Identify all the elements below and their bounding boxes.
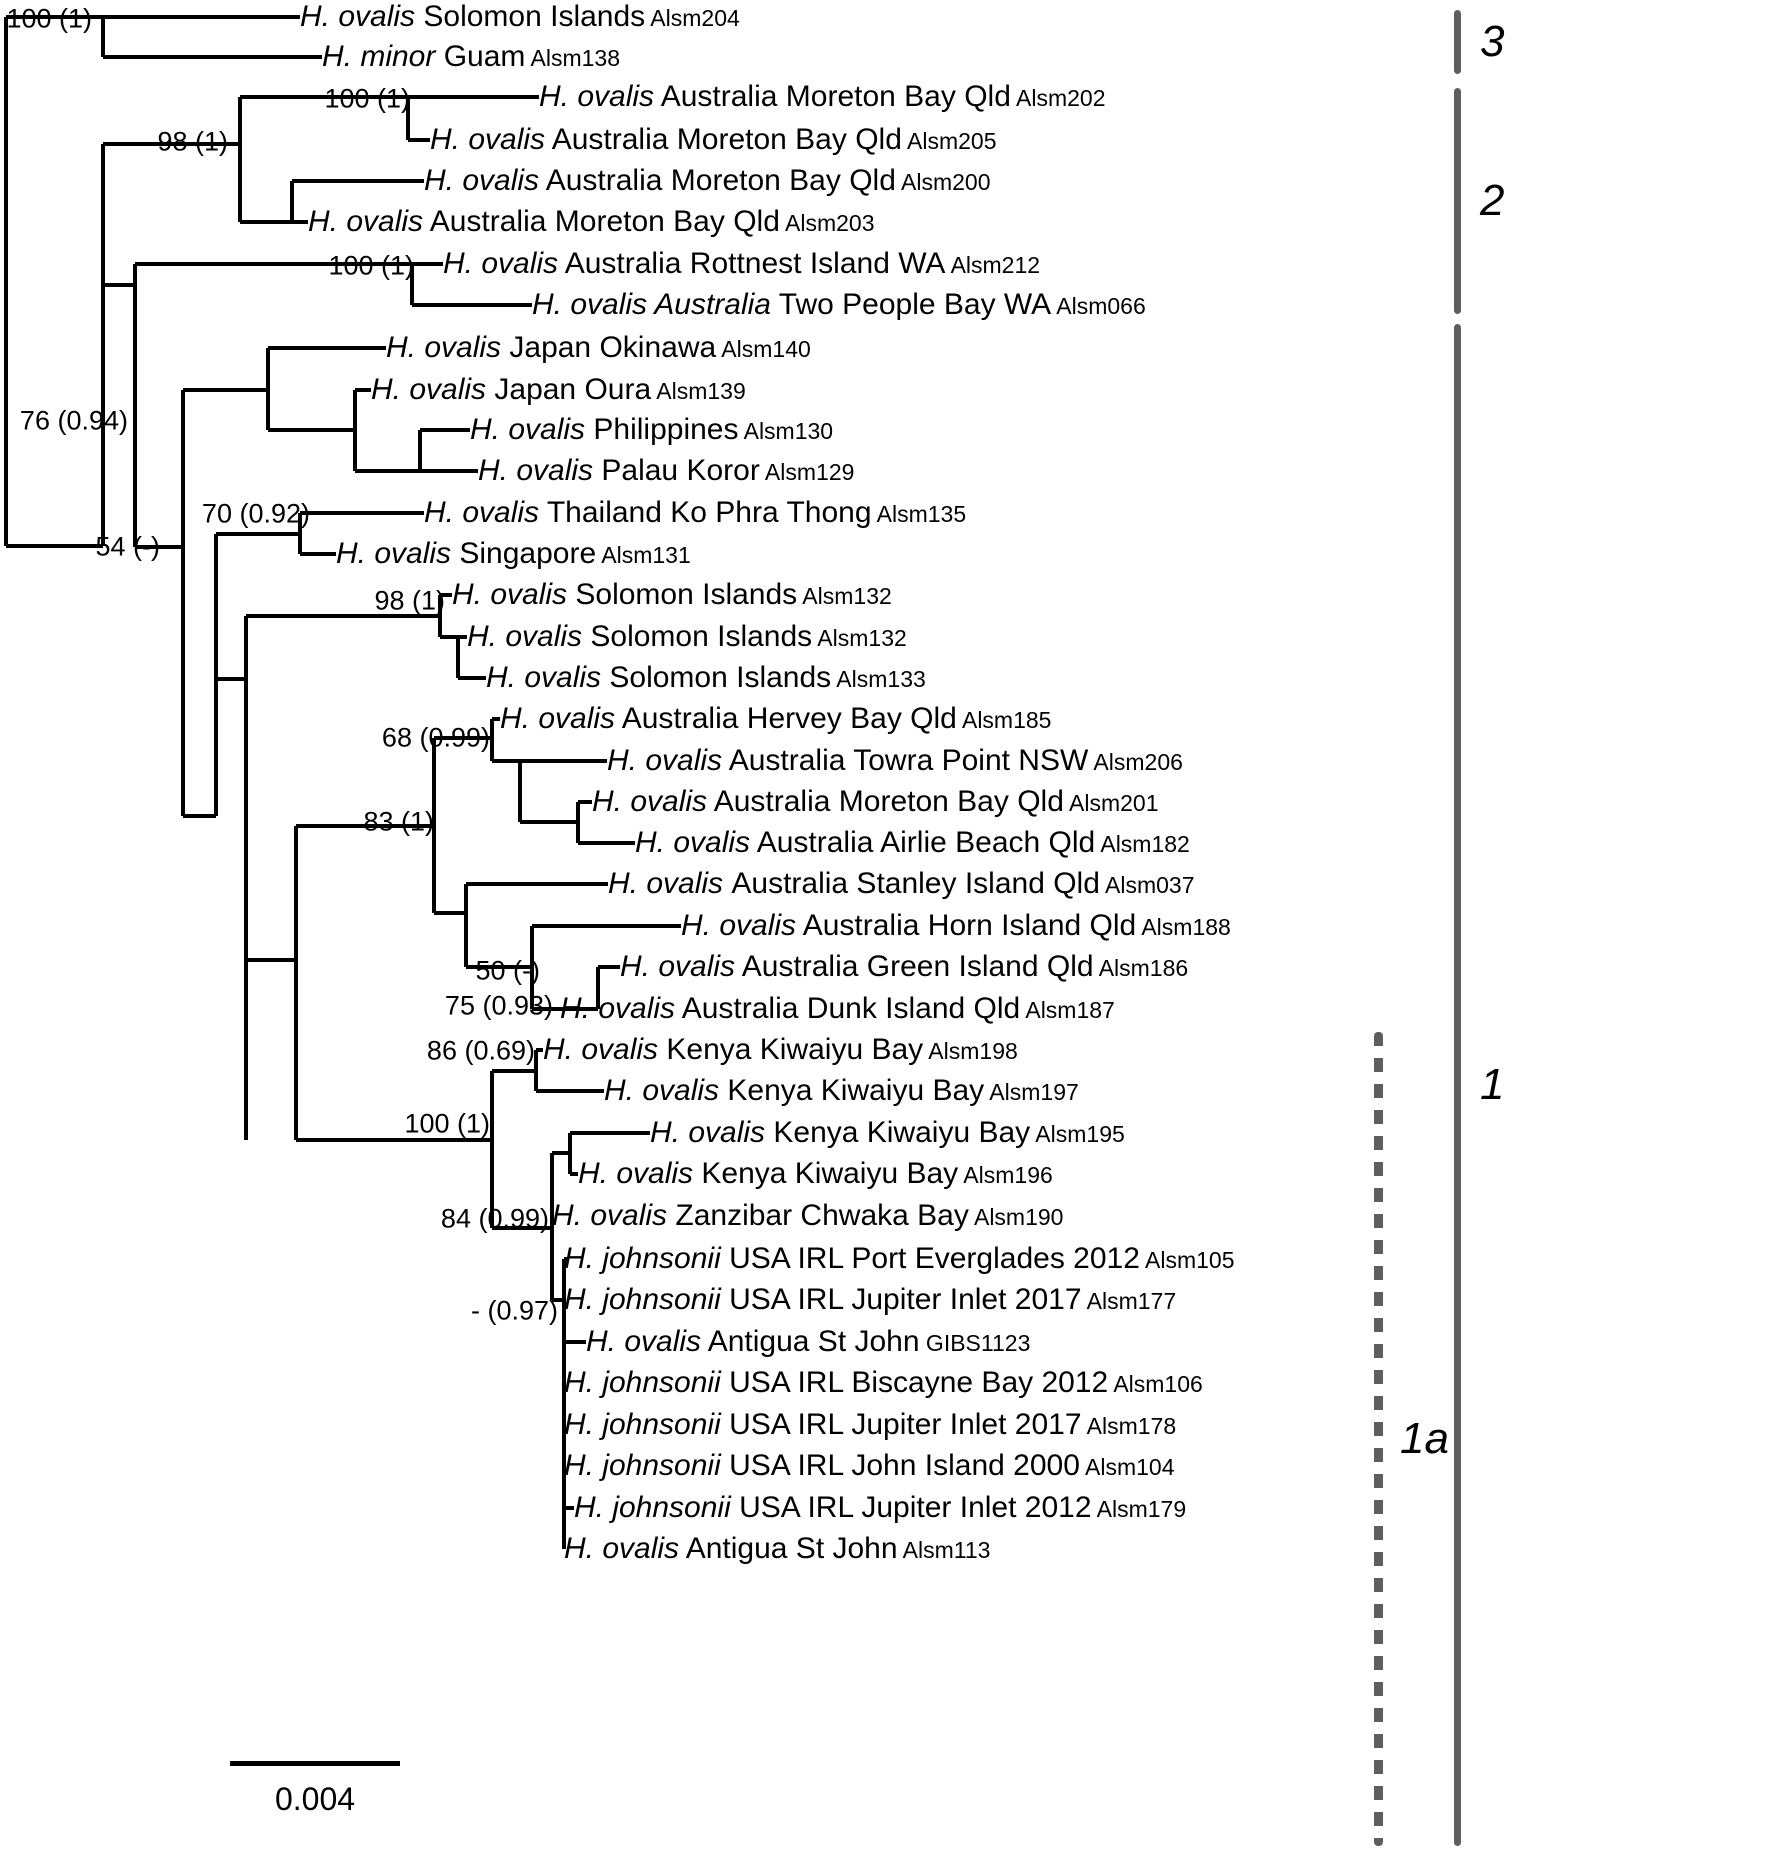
tip-accession: Alsm182	[1095, 831, 1190, 857]
tip-species-name: H. ovalis	[336, 537, 452, 570]
tip-label	[592, 787, 1159, 817]
tip-species-name: H. ovalis Australia	[532, 288, 771, 321]
tip-locality: Australia Horn Island Qld	[796, 909, 1137, 942]
tip-accession: Alsm200	[895, 169, 991, 195]
tip-species-name: H. johnsonii	[564, 1408, 721, 1441]
node-support-value: - (0.97)	[470, 1295, 558, 1326]
tip-locality: Australia Towra Point NSW	[722, 744, 1089, 777]
tip-locality: Zanzibar Chwaka Bay	[667, 1199, 969, 1232]
tip-locality: USA IRL John Island 2000	[720, 1449, 1080, 1482]
tip-label	[564, 1285, 1176, 1315]
tip-species-name: H. ovalis	[386, 331, 502, 364]
tip-locality: Australia Moreton Bay Qld	[707, 785, 1064, 818]
scale-bar-label: 0.004	[274, 1781, 356, 1817]
tip-locality: Kenya Kiwaiyu Bay	[719, 1074, 985, 1107]
tip-locality: Two People Bay WA	[770, 288, 1052, 321]
tip-species-name: H. ovalis	[560, 992, 676, 1025]
tip-accession: Alsm113	[897, 1537, 991, 1563]
tip-species-name: H. ovalis	[486, 661, 602, 694]
tip-species-name: H. ovalis	[592, 785, 708, 818]
clade-bracket-2	[1454, 88, 1461, 314]
node-support-value: 100 (1)	[404, 1108, 490, 1139]
tip-species-name: H. minor	[322, 40, 436, 73]
tip-accession: Alsm212	[945, 252, 1041, 278]
tip-label	[574, 1493, 1186, 1523]
tip-locality: Kenya Kiwaiyu Bay	[765, 1116, 1031, 1149]
tip-locality: Australia Moreton Bay Qld	[423, 205, 780, 238]
tip-locality: Australia Green Island Qld	[735, 950, 1094, 983]
tip-species-name: H. ovalis	[578, 1157, 694, 1190]
tip-species-name: H. ovalis	[467, 620, 583, 653]
tip-species-name: H. ovalis	[607, 744, 723, 777]
tree-branch	[6, 144, 103, 546]
node-support-value: 100 (1)	[328, 250, 414, 281]
tip-species-name: H. johnsonii	[574, 1491, 731, 1524]
tip-locality: USA IRL Biscayne Bay 2012	[720, 1366, 1109, 1399]
node-support-value: 100 (1)	[324, 83, 410, 114]
tip-accession: Alsm131	[596, 542, 691, 568]
tip-label	[564, 1368, 1203, 1398]
tip-accession: Alsm037	[1099, 872, 1195, 898]
tip-locality: Solomon Islands	[567, 578, 798, 611]
tip-species-name: H. ovalis	[300, 0, 416, 33]
tip-accession: Alsm202	[1010, 85, 1106, 111]
tip-label	[386, 333, 811, 363]
tip-accession: Alsm129	[759, 459, 855, 485]
tip-label	[604, 1076, 1079, 1106]
tip-label	[552, 1201, 1063, 1231]
node-support-value: 100 (1)	[6, 3, 92, 34]
tip-label	[586, 1327, 1030, 1357]
tip-species-name: H. johnsonii	[564, 1242, 721, 1275]
clade-label-3: 3	[1480, 17, 1505, 66]
tip-locality: Japan Oura	[486, 373, 652, 406]
tip-label	[424, 166, 991, 196]
tip-label	[635, 828, 1190, 858]
tip-locality: Philippines	[585, 413, 739, 446]
tip-locality: Australia Hervey Bay Qld	[615, 702, 957, 735]
tip-accession: Alsm190	[968, 1204, 1064, 1230]
tip-accession: Alsm139	[651, 378, 746, 404]
tip-species-name: H. ovalis	[608, 867, 732, 900]
clade-label-1a: 1a	[1400, 1414, 1449, 1463]
tip-label	[564, 1410, 1176, 1440]
tip-locality: Singapore	[451, 537, 597, 570]
tip-species-name: H. johnsonii	[564, 1283, 721, 1316]
tip-accession: Alsm195	[1030, 1121, 1125, 1147]
tip-accession: Alsm140	[716, 336, 811, 362]
tip-species-name: H. ovalis	[564, 1532, 680, 1565]
tip-accession: Alsm186	[1093, 955, 1189, 981]
tip-locality: Australia Rottnest Island WA	[558, 247, 946, 280]
tip-accession: Alsm196	[958, 1162, 1053, 1188]
tip-locality: Solomon Islands	[415, 0, 646, 33]
tip-locality: Australia Moreton Bay Qld	[654, 80, 1011, 113]
tip-accession: Alsm187	[1020, 997, 1115, 1023]
tip-label	[300, 2, 740, 32]
tip-locality: USA IRL Jupiter Inlet 2017	[720, 1283, 1082, 1316]
tip-locality: Kenya Kiwaiyu Bay	[658, 1033, 924, 1066]
tip-label	[539, 82, 1106, 112]
tip-label	[560, 994, 1115, 1024]
tip-species-name: H. ovalis	[308, 205, 424, 238]
tip-species-name: H. ovalis	[500, 702, 616, 735]
tip-accession: Alsm133	[831, 666, 926, 692]
tip-accession: GIBS1123	[919, 1330, 1031, 1356]
clade-label-2: 2	[1480, 176, 1505, 225]
tip-accession: Alsm104	[1079, 1454, 1175, 1480]
tip-locality: Thailand Ko Phra Thong	[539, 496, 872, 529]
tip-species-name: H. ovalis	[681, 909, 797, 942]
tip-accession: Alsm135	[871, 501, 967, 527]
tip-accession: Alsm185	[956, 707, 1052, 733]
tree-branch	[246, 719, 635, 1140]
tip-accession: Alsm178	[1081, 1413, 1177, 1439]
tip-accession: Alsm188	[1136, 914, 1231, 940]
clade-bracket-1	[1454, 324, 1461, 1846]
tip-label	[500, 704, 1051, 734]
node-support-value: 86 (0.69)	[426, 1035, 535, 1066]
tip-species-name: H. ovalis	[635, 826, 751, 859]
tip-label	[478, 456, 854, 486]
tip-species-name: H. ovalis	[430, 123, 546, 156]
tip-locality: Australia Stanley Island Qld	[731, 867, 1100, 900]
tip-label	[650, 1118, 1125, 1148]
tip-accession: Alsm106	[1108, 1371, 1203, 1397]
tip-species-name: H. ovalis	[539, 80, 655, 113]
tip-label	[371, 375, 746, 405]
tip-accession: Alsm130	[738, 418, 834, 444]
clade-bracket-3	[1454, 10, 1461, 74]
tip-accession: Alsm205	[901, 128, 997, 154]
tip-accession: Alsm066	[1051, 293, 1146, 319]
tip-accession: Alsm204	[645, 5, 740, 31]
tip-accession: Alsm197	[984, 1079, 1079, 1105]
tip-species-name: H. ovalis	[478, 454, 594, 487]
node-support-value: 83 (1)	[363, 806, 434, 837]
tip-species-name: H. johnsonii	[564, 1366, 721, 1399]
tip-locality: Australia Moreton Bay Qld	[545, 123, 902, 156]
tip-locality: Kenya Kiwaiyu Bay	[693, 1157, 959, 1190]
tip-species-name: H. ovalis	[552, 1199, 668, 1232]
tip-accession: Alsm138	[525, 45, 620, 71]
tip-species-name: H. ovalis	[543, 1033, 659, 1066]
tree-branch	[103, 97, 539, 222]
tip-accession: Alsm105	[1139, 1247, 1235, 1273]
tip-accession: Alsm198	[923, 1038, 1018, 1064]
tip-species-name: H. ovalis	[620, 950, 736, 983]
node-support-value: 68 (0.99)	[381, 722, 490, 753]
tip-species-name: H. ovalis	[452, 578, 568, 611]
clade-bracket-1a	[1374, 1032, 1383, 1846]
tip-accession: Alsm206	[1088, 749, 1183, 775]
tip-accession: Alsm203	[779, 210, 875, 236]
tip-species-name: H. ovalis	[443, 247, 559, 280]
tip-species-name: H. ovalis	[424, 164, 540, 197]
tip-label	[564, 1534, 990, 1564]
tip-label	[564, 1451, 1175, 1481]
tip-label	[467, 622, 907, 652]
tip-locality: Palau Koror	[593, 454, 760, 487]
node-support-value: 70 (0.92)	[201, 498, 310, 529]
tip-label	[608, 869, 1195, 899]
tip-accession: Alsm179	[1091, 1496, 1187, 1522]
tip-locality: Antigua St John	[679, 1532, 898, 1565]
tip-label	[452, 580, 892, 610]
tip-accession: Alsm177	[1081, 1288, 1177, 1314]
clade-label-1: 1	[1480, 1060, 1505, 1109]
tip-locality: Antigua St John	[701, 1325, 920, 1358]
tip-label	[681, 911, 1231, 941]
tip-locality: Australia Airlie Beach Qld	[750, 826, 1096, 859]
tip-accession: Alsm132	[797, 583, 892, 609]
tip-label	[322, 42, 620, 72]
tip-label	[578, 1159, 1053, 1189]
tip-accession: Alsm132	[812, 625, 907, 651]
tip-species-name: H. ovalis	[470, 413, 586, 446]
tip-label	[424, 498, 966, 528]
tip-locality: USA IRL Port Everglades 2012	[720, 1242, 1140, 1275]
tip-label	[470, 415, 833, 445]
tip-locality: Solomon Islands	[601, 661, 832, 694]
tip-label	[607, 746, 1183, 776]
tip-locality: Australia Dunk Island Qld	[675, 992, 1021, 1025]
tip-species-name: H. ovalis	[586, 1325, 702, 1358]
tip-species-name: H. johnsonii	[564, 1449, 721, 1482]
node-support-value: 54 (-)	[95, 531, 160, 562]
scale-bar-line	[230, 1761, 400, 1766]
tip-label	[532, 290, 1146, 320]
tip-species-name: H. ovalis	[424, 496, 540, 529]
node-support-value: 98 (1)	[374, 585, 445, 616]
tip-locality: Japan Okinawa	[501, 331, 717, 364]
node-support-value: 75 (0.93)	[444, 990, 553, 1021]
tip-label	[543, 1035, 1018, 1065]
node-support-value: 76 (0.94)	[19, 405, 128, 436]
tip-locality: Guam	[435, 40, 526, 73]
tip-locality: Solomon Islands	[582, 620, 813, 653]
node-support-value: 84 (0.99)	[440, 1203, 549, 1234]
tip-species-name: H. ovalis	[604, 1074, 720, 1107]
tip-locality: Australia Moreton Bay Qld	[539, 164, 896, 197]
tip-label	[430, 125, 997, 155]
tip-label	[308, 207, 875, 237]
tip-label	[486, 663, 926, 693]
tip-label	[336, 539, 691, 569]
tip-label	[620, 952, 1188, 982]
node-support-value: 98 (1)	[157, 126, 228, 157]
tip-locality: USA IRL Jupiter Inlet 2012	[730, 1491, 1092, 1524]
tip-accession: Alsm201	[1063, 790, 1159, 816]
node-support-value: 50 (-)	[475, 955, 540, 986]
tip-species-name: H. ovalis	[371, 373, 487, 406]
tip-label	[564, 1244, 1235, 1274]
tip-species-name: H. ovalis	[650, 1116, 766, 1149]
tip-locality: USA IRL Jupiter Inlet 2017	[720, 1408, 1082, 1441]
tip-label	[443, 249, 1040, 279]
